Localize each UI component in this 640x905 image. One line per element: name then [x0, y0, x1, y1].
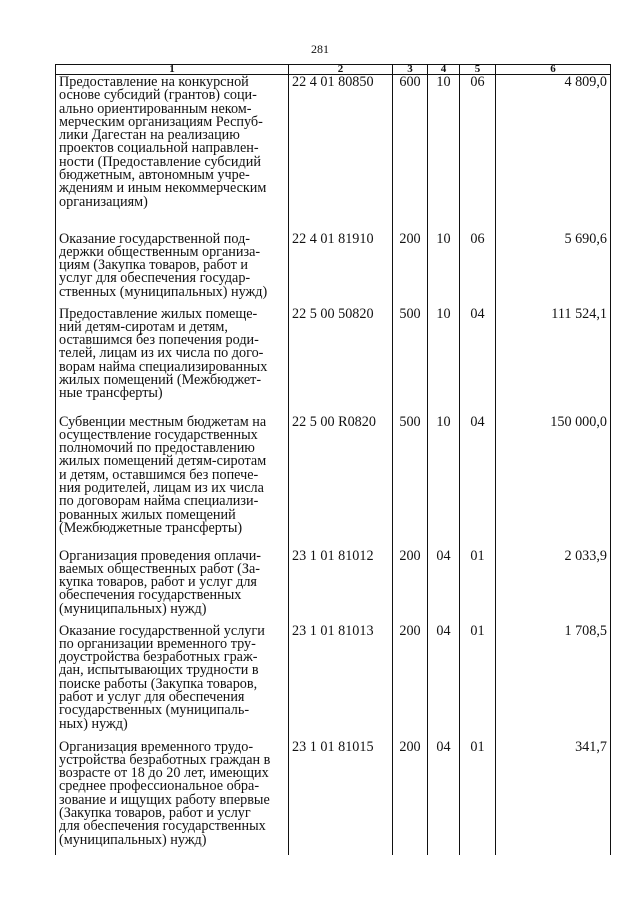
row-name-line: Предоставление жилых помеще- — [59, 305, 258, 322]
row-name-line: для обеспечения государственных — [59, 818, 266, 835]
row-name-cell — [56, 75, 289, 232]
amount-value: 111 524,1 — [496, 307, 611, 415]
row-name-cell — [56, 232, 289, 307]
header-row — [56, 65, 611, 75]
subsection-code: 01 — [460, 740, 496, 855]
col-header-target-article: 2 — [289, 65, 393, 75]
row-name-line: Организация временного трудо- — [59, 738, 254, 755]
row-name-line: мерческим организациям Респуб- — [59, 113, 263, 130]
section-code: 04 — [428, 549, 460, 624]
row-name-line: циям (Закупка товаров, работ и — [59, 257, 249, 274]
row-name-line: держки общественным организа- — [59, 243, 261, 260]
amount-value: 2 033,9 — [496, 549, 611, 624]
amount-value: 5 690,6 — [496, 232, 611, 307]
expense-type-code: 200 — [393, 624, 428, 740]
page-number: 281 — [311, 42, 329, 56]
row-name-line: жилых помещений детям-сиротам — [59, 453, 267, 470]
target-article-code: 22 5 00 50820 — [289, 307, 393, 415]
subsection-code: 04 — [460, 415, 496, 549]
table-row — [56, 75, 611, 232]
row-name-line: среднее профессиональное обра- — [59, 778, 260, 795]
row-name-cell — [56, 740, 289, 855]
row-name-line: ждениям и иным некоммерческим — [59, 180, 267, 197]
col-header-amount: 6 — [496, 65, 611, 75]
expense-type-code: 500 — [393, 415, 428, 549]
row-name-line: организациям) — [59, 193, 148, 210]
row-name-line: Организация проведения оплачи- — [59, 547, 262, 564]
row-name-line: ально ориентированным неком- — [59, 100, 252, 117]
row-name-line: осуществление государственных — [59, 426, 258, 443]
subsection-code: 01 — [460, 549, 496, 624]
row-name-line: ваемых общественных работ (За- — [59, 560, 261, 577]
row-name-line: возрасте от 18 до 20 лет, имеющих — [59, 765, 269, 782]
row-name-line: по договорам найма специализи- — [59, 493, 259, 510]
section-code: 04 — [428, 740, 460, 855]
row-name-line: работ и услуг для обеспечения — [59, 688, 245, 705]
section-code: 10 — [428, 415, 460, 549]
row-name-line: лики Дагестан на реализацию — [59, 127, 240, 144]
target-article-code: 23 1 01 81015 — [289, 740, 393, 855]
row-name-line: устройства безработных граждан в — [59, 751, 271, 768]
subsection-code: 01 — [460, 624, 496, 740]
row-name-line: (муниципальных) нужд) — [59, 831, 207, 848]
subsection-code: 06 — [460, 75, 496, 232]
amount-value: 341,7 — [496, 740, 611, 855]
row-name-line: Оказание государственной под- — [59, 230, 251, 247]
target-article-code: 22 4 01 81910 — [289, 232, 393, 307]
col-header-section: 4 — [428, 65, 460, 75]
col-header-expense-type: 3 — [393, 65, 428, 75]
row-name-line: ные трансферты) — [59, 385, 163, 402]
row-name-line: услуг для обеспечения государ- — [59, 270, 251, 287]
expense-type-code: 200 — [393, 740, 428, 855]
row-name-line: бюджетным, автономным учре- — [59, 167, 250, 184]
row-name-line: государственных (муниципаль- — [59, 702, 250, 719]
row-name-line: полномочий по предоставлению — [59, 440, 255, 457]
expense-type-code: 600 — [393, 75, 428, 232]
row-name-cell — [56, 307, 289, 415]
row-name-line: (Закупка товаров, работ и услуг — [59, 804, 251, 821]
budget-table — [55, 64, 611, 855]
row-name-line: ных) нужд) — [59, 715, 128, 732]
target-article-code: 23 1 01 81012 — [289, 549, 393, 624]
row-name-line: Оказание государственной услуги — [59, 622, 265, 639]
row-name-line: ности (Предоставление субсидий — [59, 153, 261, 170]
amount-value: 150 000,0 — [496, 415, 611, 549]
row-name-line: обеспечения государственных — [59, 587, 242, 604]
row-name-line: Субвенции местным бюджетам на — [59, 413, 267, 430]
row-name-line: основе субсидий (грантов) соци- — [59, 87, 257, 104]
section-code: 04 — [428, 624, 460, 740]
row-name-cell — [56, 415, 289, 549]
row-name-line: ворам найма специализированных — [59, 358, 268, 375]
table-row — [56, 415, 611, 549]
subsection-code: 06 — [460, 232, 496, 307]
expense-type-code: 200 — [393, 232, 428, 307]
row-name-line: дан, испытывающих трудности в — [59, 662, 259, 679]
table-row — [56, 549, 611, 624]
row-name-cell — [56, 549, 289, 624]
row-name-line: телей, лицам из их числа по дого- — [59, 345, 264, 362]
table-row — [56, 232, 611, 307]
row-name-line: жилых помещений (Межбюджет- — [59, 371, 262, 388]
row-name-line: купка товаров, работ и услуг для — [59, 574, 257, 591]
table-row — [56, 624, 611, 740]
section-code: 10 — [428, 75, 460, 232]
row-name-cell — [56, 624, 289, 740]
section-code: 10 — [428, 307, 460, 415]
row-name-line: проектов социальной направлен- — [59, 140, 259, 157]
col-header-subsection: 5 — [460, 65, 496, 75]
row-name-line: и детям, оставшимся без попече- — [59, 466, 259, 483]
row-name-line: по организации временного тру- — [59, 635, 256, 652]
table-row — [56, 307, 611, 415]
row-name-line: рованных жилых помещений — [59, 506, 236, 523]
expense-type-code: 500 — [393, 307, 428, 415]
col-header-name: 1 — [56, 65, 289, 75]
target-article-code: 22 5 00 R0820 — [289, 415, 393, 549]
row-name-line: поиске работы (Закупка товаров, — [59, 675, 258, 692]
section-code: 10 — [428, 232, 460, 307]
row-name-line: зование и ищущих работу впервые — [59, 791, 270, 808]
amount-value: 4 809,0 — [496, 75, 611, 232]
table-row — [56, 740, 611, 855]
row-name-line: (муниципальных) нужд) — [59, 600, 207, 617]
row-name-line: ственных (муниципальных) нужд) — [59, 283, 268, 300]
subsection-code: 04 — [460, 307, 496, 415]
row-name-line: оставшимся без попечения роди- — [59, 332, 259, 349]
target-article-code: 22 4 01 80850 — [289, 75, 393, 232]
row-name-line: ний детям-сиротам и детям, — [59, 318, 228, 335]
amount-value: 1 708,5 — [496, 624, 611, 740]
row-name-line: ния родителей, лицам из их числа — [59, 479, 264, 496]
row-name-line: доустройства безработных граж- — [59, 649, 258, 666]
row-name-line: Предоставление на конкурсной — [59, 74, 249, 90]
expense-type-code: 200 — [393, 549, 428, 624]
row-name-line: (Межбюджетные трансферты) — [59, 519, 243, 536]
target-article-code: 23 1 01 81013 — [289, 624, 393, 740]
